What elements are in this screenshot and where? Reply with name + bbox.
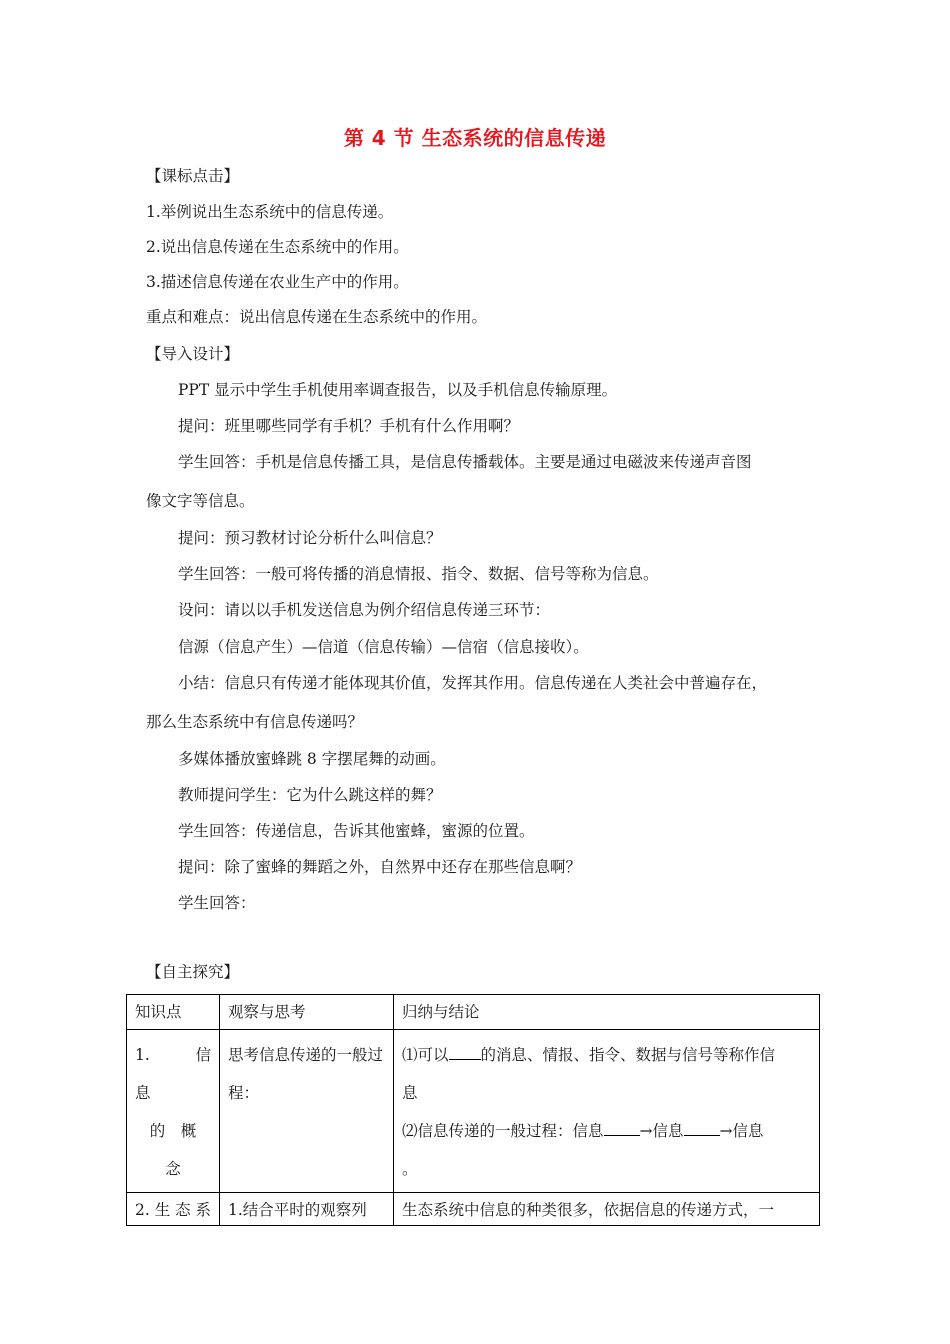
knowledge-point-text: 念 xyxy=(165,1160,181,1178)
conclusion-line: ⑴可以 的消息、情报、指令、数据与信号等称作信 xyxy=(402,1046,776,1064)
knowledge-point-cell: 2.生态系 xyxy=(127,1193,220,1226)
intro-paragraph: 多媒体播放蜜蜂跳 8 字摆尾舞的动画。 xyxy=(178,750,446,768)
fill-blank[interactable] xyxy=(449,1045,481,1060)
observation-cell: 1.结合平时的观察列 xyxy=(220,1193,394,1226)
table-header-row xyxy=(127,995,820,1030)
table-row xyxy=(127,1193,820,1226)
intro-paragraph-wrap: 那么生态系统中有信息传递吗？ xyxy=(146,713,364,731)
intro-paragraph: 学生回答： xyxy=(178,894,256,912)
intro-paragraph: 学生回答：手机是信息传播工具，是信息传播载体。主要是通过电磁波来传递声音图 xyxy=(178,453,752,471)
conclusion-cell xyxy=(394,1030,820,1193)
conclusion-line: ⑵信息传递的一般过程：信息 →信息 →信息 xyxy=(402,1122,764,1140)
table-row xyxy=(127,1030,820,1193)
intro-paragraph: 提问：预习教材讨论分析什么叫信息？ xyxy=(178,529,442,547)
intro-paragraph: 教师提问学生：它为什么跳这样的舞？ xyxy=(178,786,442,804)
intro-paragraph: 小结：信息只有传递才能体现其价值，发挥其作用。信息传递在人类社会中普遍存在， xyxy=(178,674,768,692)
knowledge-point-text: 的 概 xyxy=(149,1122,197,1140)
intro-header: 【导入设计】 xyxy=(146,345,240,363)
key-points: 重点和难点：说出信息传递在生态系统中的作用。 xyxy=(146,308,488,326)
observation-cell: 思考信息传递的一般过程： xyxy=(220,1030,394,1193)
intro-paragraph: 学生回答：一般可将传播的消息情报、指令、数据、信号等称为信息。 xyxy=(178,565,659,583)
standard-item-3: 3.描述信息传递在农业生产中的作用。 xyxy=(146,273,409,291)
knowledge-point-text: 1. 信 息 xyxy=(135,1046,227,1102)
intro-paragraph: 提问：班里哪些同学有手机？手机有什么作用啊？ xyxy=(178,417,520,435)
table-header-cell: 归纳与结论 xyxy=(394,995,820,1030)
knowledge-point-cell xyxy=(127,1030,227,1193)
intro-paragraph: 设问：请以以手机发送信息为例介绍信息传递三环节： xyxy=(178,601,551,619)
page-title: 第 4 节 生态系统的信息传递 xyxy=(343,126,607,150)
intro-paragraph: 提问：除了蜜蜂的舞蹈之外，自然界中还存在那些信息啊？ xyxy=(178,858,582,876)
conclusion-cell: 生态系统中信息的种类很多，依据信息的传递方式，一 xyxy=(394,1193,820,1226)
standards-header: 【课标点击】 xyxy=(146,167,240,185)
intro-paragraph-wrap: 像文字等信息。 xyxy=(146,492,255,510)
table-header-cell: 知识点 xyxy=(127,995,220,1030)
conclusion-line: 息 xyxy=(402,1084,418,1102)
intro-paragraph: 学生回答：传递信息，告诉其他蜜蜂，蜜源的位置。 xyxy=(178,822,535,840)
standard-item-1: 1.举例说出生态系统中的信息传递。 xyxy=(146,203,394,221)
standard-item-2: 2.说出信息传递在生态系统中的作用。 xyxy=(146,238,409,256)
table-header-cell: 观察与思考 xyxy=(220,995,394,1030)
fill-blank[interactable] xyxy=(604,1121,640,1136)
inquiry-table xyxy=(126,994,820,1226)
fill-blank[interactable] xyxy=(684,1121,720,1136)
intro-paragraph: PPT 显示中学生手机使用率调查报告，以及手机信息传输原理。 xyxy=(178,381,618,399)
explore-header: 【自主探究】 xyxy=(146,963,240,981)
conclusion-line: 。 xyxy=(402,1160,418,1178)
intro-paragraph: 信源（信息产生）—信道（信息传输）—信宿（信息接收）。 xyxy=(178,638,589,656)
